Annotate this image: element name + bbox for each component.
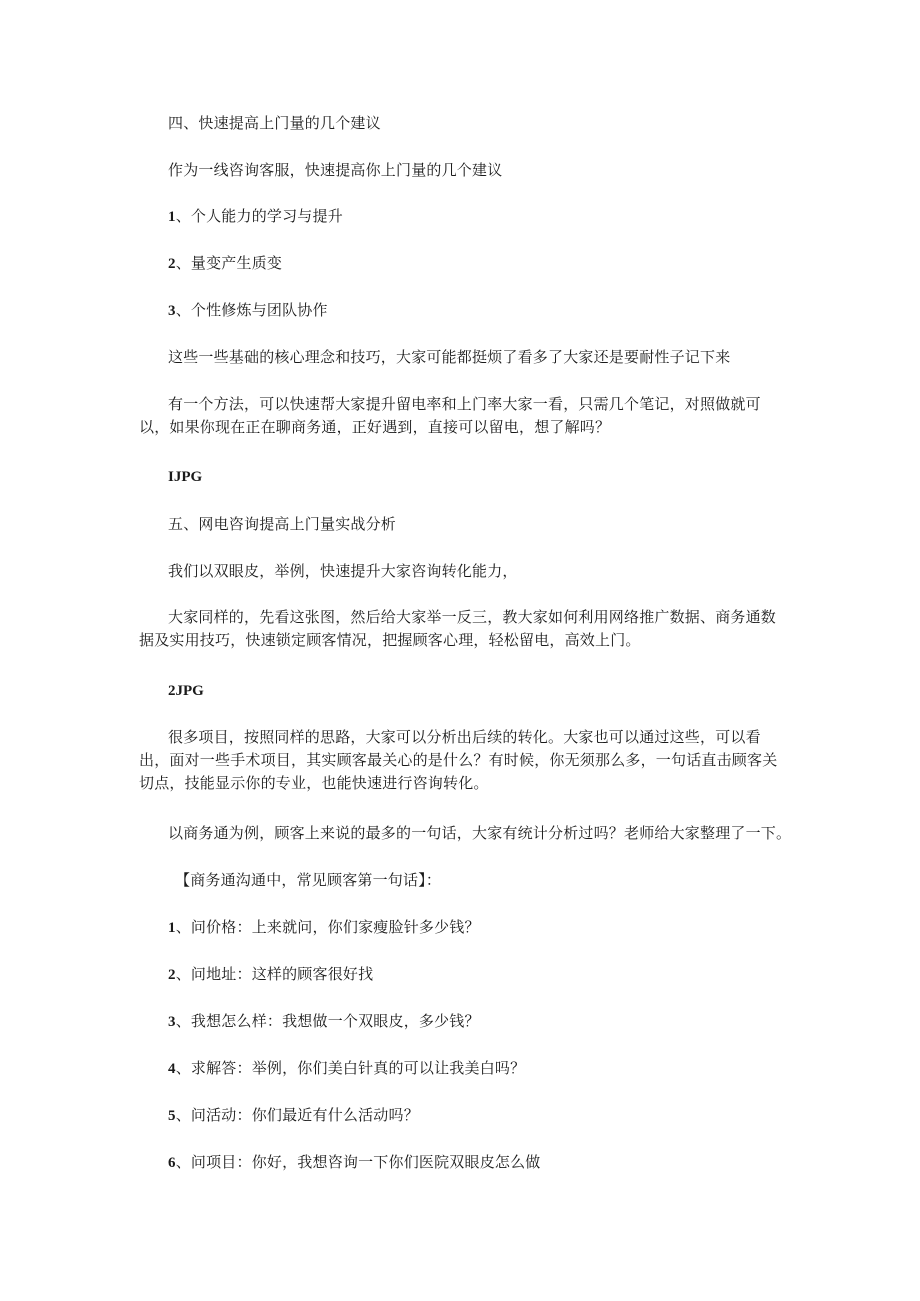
- list-item-question-4: [168, 1057, 788, 1081]
- paragraph-analysis: 大家同样的，先看这张图，然后给大家举一反三，教大家如何利用网络推广数据、商务通数据及实用技巧，快速锁定顾客情况，把握顾客心理，轻松留电，高效上门。: [139, 608, 777, 649]
- list-text: 、个性修炼与团队协作: [175, 301, 328, 319]
- list-number: 3: [168, 1014, 176, 1030]
- list-number: 2: [168, 967, 176, 983]
- list-number: 2: [168, 256, 176, 272]
- list-text: 、问项目：你好，我想咨询一下你们医院双眼皮怎么做: [175, 1153, 541, 1171]
- list-number: 4: [168, 1061, 176, 1077]
- paragraph-method: 有一个方法，可以快速帮大家提升留电率和上门率大家一看，只需几个笔记，对照做就可以，如果你现在正在聊商务通，正好遇到，直接可以留电，想了解吗？: [139, 395, 761, 436]
- list-text: 、求解答：举例，你们美白针真的可以让我美白吗？: [175, 1059, 526, 1077]
- list-text: 、我想怎么样：我想做一个双眼皮，多少钱？: [175, 1012, 480, 1030]
- list-item-1: [168, 205, 788, 229]
- list-item-question-1: [168, 916, 788, 940]
- image-placeholder-2: 2JPG: [168, 683, 204, 699]
- list-number: 1: [168, 920, 176, 936]
- list-number: 1: [168, 209, 176, 225]
- list-item-question-2: [168, 963, 788, 987]
- list-text: 、量变产生质变: [175, 254, 283, 272]
- list-text: 、问地址：这样的顾客很好找: [175, 965, 374, 983]
- list-item-question-5: [168, 1104, 788, 1128]
- list-item-2: [168, 252, 788, 276]
- list-text: 、问价格：上来就问，你们家瘦脸针多少钱？: [175, 918, 480, 936]
- subheading-first-sentence: 【商务通沟通中，常见顾客第一句话】：: [175, 871, 442, 889]
- list-number: 5: [168, 1108, 176, 1124]
- list-item-question-3: [168, 1010, 788, 1034]
- section-heading-4: 四、快速提高上门量的几个建议: [168, 114, 381, 132]
- list-number: 3: [168, 303, 176, 319]
- paragraph-core-concepts: 这些一些基础的核心理念和技巧，大家可能都挺烦了看多了大家还是要耐性子记下来: [168, 348, 731, 366]
- list-item-3: [168, 299, 788, 323]
- list-text: 、个人能力的学习与提升: [175, 207, 343, 225]
- section-heading-5: 五、网电咨询提高上门量实战分析: [168, 515, 397, 533]
- list-item-question-6: [168, 1151, 788, 1175]
- paragraph-intro: 作为一线咨询客服，快速提高你上门量的几个建议: [168, 161, 503, 179]
- paragraph-example: 我们以双眼皮，举例，快速提升大家咨询转化能力，: [168, 562, 518, 580]
- list-number: 6: [168, 1155, 176, 1171]
- paragraph-statistics: 以商务通为例，顾客上来说的最多的一句话，大家有统计分析过吗？老师给大家整理了一下。: [168, 824, 792, 842]
- image-placeholder-1: IJPG: [168, 469, 203, 485]
- paragraph-projects: 很多项目，按照同样的思路，大家可以分析出后续的转化。大家也可以通过这些，可以看出，面对一些手术项目，其实顾客最关心的是什么？有时候，你无须那么多，一句话直击顾客关切点，技能显示你的专业，也能快速进行咨询转化。: [139, 728, 778, 792]
- list-text: 、问活动：你们最近有什么活动吗？: [175, 1106, 419, 1124]
